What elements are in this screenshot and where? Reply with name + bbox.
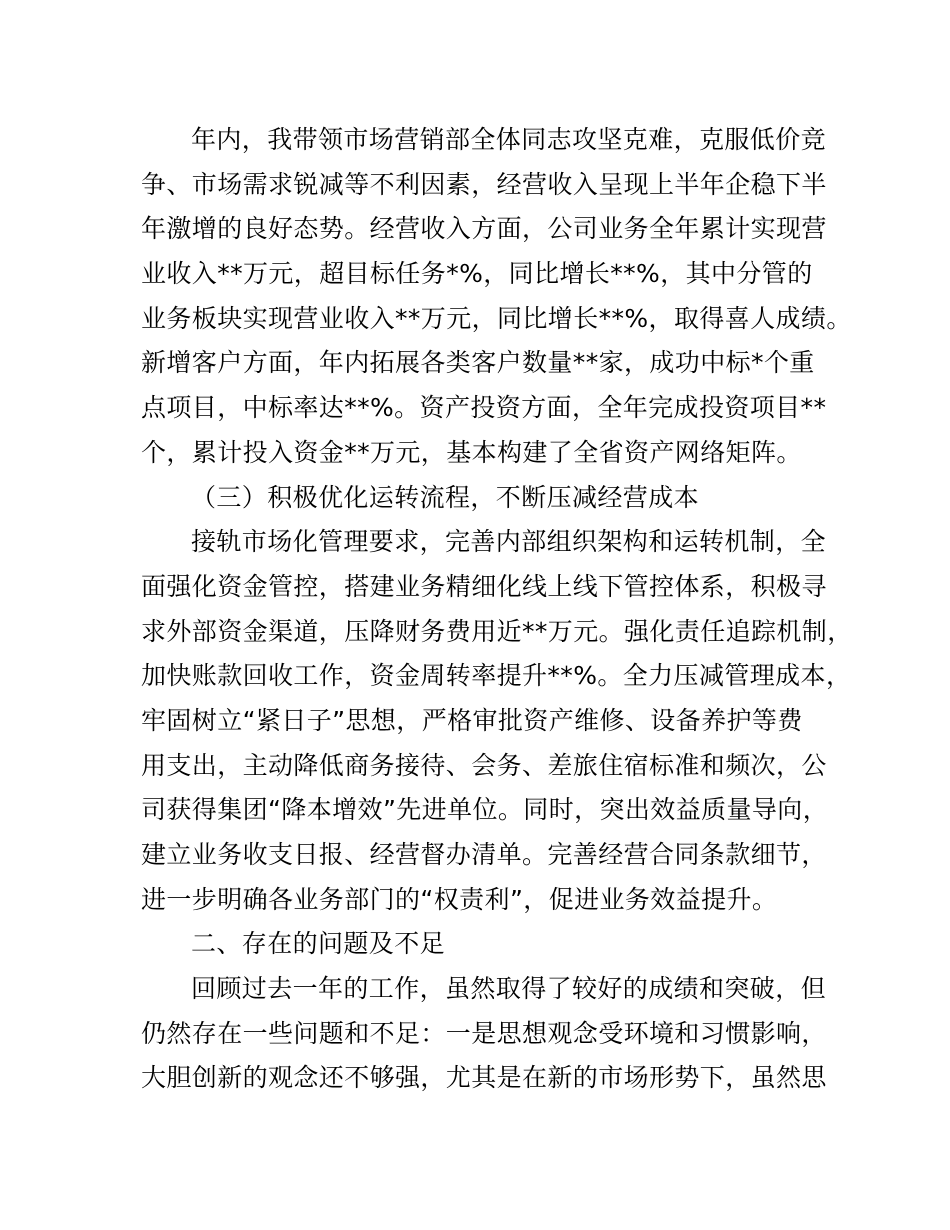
text-line: 接轨市场化管理要求，完善内部组织架构和运转机制，全 [191,527,827,557]
text-line: 司获得集团“降本增效”先进单位。同时，突出效益质量导向， [141,795,829,825]
text-line: 用支出，主动降低商务接待、会务、差旅住宿标准和频次，公 [141,750,827,780]
document-text [141,118,853,1101]
text-line: 回顾过去一年的工作，虽然取得了较好的成绩和突破，但 [191,974,827,1004]
paragraph-review [141,967,831,1101]
text-line: 求外部资金渠道，压降财务费用近**万元。强化责任追踪机制， [141,616,853,646]
text-line: 年激增的良好态势。经营收入方面，公司业务全年累计实现营 [141,214,827,244]
text-line: 争、市场需求锐减等不利因素，经营收入呈现上半年企稳下半 [141,169,827,199]
text-line: 仍然存在一些问题和不足：一是思想观念受环境和习惯影响， [141,1018,827,1048]
text-line: 牢固树立“紧日子”思想，严格审批资产维修、设备养护等费 [141,705,803,735]
text-line: 新增客户方面，年内拓展各类客户数量**家，成功中标*个重 [141,348,815,378]
text-line: 点项目，中标率达**%。资产投资方面，全年完成投资项目** [141,393,827,423]
text-line: 加快账款回收工作，资金周转率提升**%。全力压减管理成本， [141,661,852,691]
section-heading-optimize-process [141,476,831,521]
heading-line: 二、存在的问题及不足 [191,929,446,959]
section-heading-problems [141,922,831,967]
text-line: 个，累计投入资金**万元，基本构建了全省资产网络矩阵。 [141,437,802,467]
heading-line: （三）积极优化运转流程，不断压减经营成本 [191,482,700,512]
text-line: 年内，我带领市场营销部全体同志攻坚克难，克服低价竞 [191,125,827,154]
text-line: 业收入**万元，超目标任务*%，同比增长**%，其中分管的 [141,259,813,289]
text-line: 进一步明确各业务部门的“权责利”，促进业务效益提升。 [141,884,778,914]
text-line: 大胆创新的观念还不够强，尤其是在新的市场形势下，虽然思 [141,1063,827,1093]
paragraph-cost-reduction [141,520,853,922]
paragraph-market-sales [141,118,852,476]
text-line: 建立业务收支日报、经营督办清单。完善经营合同条款细节， [141,840,827,869]
text-line: 业务板块实现营业收入**万元，同比增长**%，取得喜人成绩。 [141,303,852,333]
text-line: 面强化资金管控，搭建业务精细化线上线下管控体系，积极寻 [141,571,827,601]
